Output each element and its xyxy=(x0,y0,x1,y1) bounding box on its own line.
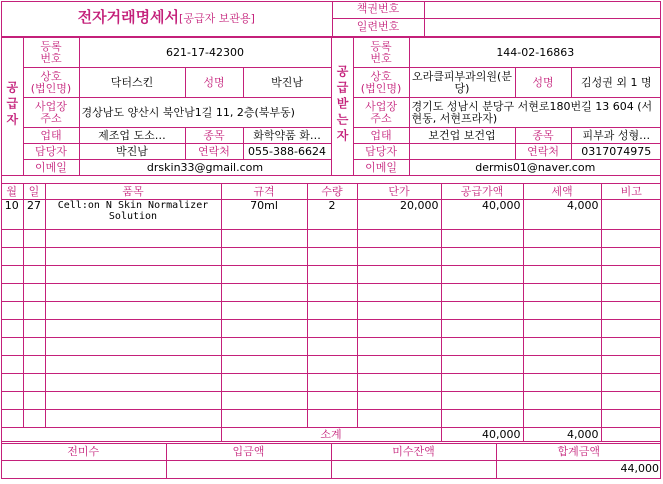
table-cell xyxy=(601,320,661,338)
table-cell xyxy=(357,392,441,410)
party-info xyxy=(1,37,661,176)
table-cell xyxy=(357,338,441,356)
receiver-address: 경기도 성남시 분당구 서현로180번길 13 604 (서현동, 서현프라자) xyxy=(409,98,661,128)
table-cell: 40,000 xyxy=(441,200,523,230)
table-cell xyxy=(523,374,601,392)
supplier-manager-label: 담당자 xyxy=(23,144,79,160)
supplier-reg-no: 621-17-42300 xyxy=(79,38,331,68)
table-cell xyxy=(523,266,601,284)
table-cell xyxy=(441,248,523,266)
table-cell xyxy=(601,338,661,356)
supplier-company-label: 상호 (법인명) xyxy=(23,68,79,98)
table-cell xyxy=(523,320,601,338)
items-header-cell: 세액 xyxy=(523,184,601,200)
supplier-biz-type: 제조업 도소… xyxy=(79,128,185,144)
table-cell xyxy=(523,392,601,410)
table-cell xyxy=(221,392,307,410)
table-cell xyxy=(357,410,441,428)
subtotal-note xyxy=(601,428,661,442)
table-cell: Cell:on N Skin Normalizer Solution xyxy=(45,200,221,230)
supplier-rep-label: 성명 xyxy=(185,68,243,98)
table-cell xyxy=(45,284,221,302)
table-cell xyxy=(601,356,661,374)
supplier-side-label: 공급자 xyxy=(1,38,23,176)
items-header-cell: 품목 xyxy=(45,184,221,200)
receiver-biz-type: 보건업 보건업 xyxy=(409,128,515,144)
prev-unpaid-value xyxy=(1,461,166,478)
page-title: 전자거래명세서[공급자 보관용] xyxy=(1,1,332,36)
items-header-cell: 월 xyxy=(1,184,23,200)
table-cell xyxy=(441,374,523,392)
book-no-label: 책권번호 xyxy=(332,1,424,18)
table-cell xyxy=(221,356,307,374)
table-cell xyxy=(441,284,523,302)
table-cell xyxy=(45,230,221,248)
table-cell xyxy=(307,356,357,374)
table-cell xyxy=(357,230,441,248)
supplier-manager: 박진남 xyxy=(79,144,185,160)
table-cell xyxy=(221,302,307,320)
items-header-cell: 수량 xyxy=(307,184,357,200)
supplier-reg-no-label: 등록 번호 xyxy=(23,38,79,68)
subtotal-supply: 40,000 xyxy=(441,428,523,442)
table-cell xyxy=(357,356,441,374)
table-cell xyxy=(45,302,221,320)
table-cell xyxy=(221,284,307,302)
table-row xyxy=(1,230,661,248)
supplier-biz-type-label: 업태 xyxy=(23,128,79,144)
table-cell xyxy=(23,284,45,302)
table-cell xyxy=(1,356,23,374)
balance-label: 미수잔액 xyxy=(331,444,496,461)
table-cell xyxy=(23,320,45,338)
items-header-cell: 비고 xyxy=(601,184,661,200)
table-cell xyxy=(1,338,23,356)
table-cell xyxy=(221,338,307,356)
subtotal-tax: 4,000 xyxy=(523,428,601,442)
table-cell xyxy=(45,410,221,428)
table-cell xyxy=(221,410,307,428)
table-cell xyxy=(307,338,357,356)
balance-value xyxy=(331,461,496,478)
table-cell xyxy=(307,374,357,392)
table-cell xyxy=(307,230,357,248)
items-header-cell: 일 xyxy=(23,184,45,200)
table-cell xyxy=(23,248,45,266)
table-row xyxy=(1,266,661,284)
table-row xyxy=(1,200,661,230)
table-row xyxy=(1,248,661,266)
table-cell xyxy=(45,320,221,338)
supplier-address: 경상남도 양산시 북안남1길 11, 2층(북부동) xyxy=(79,98,331,128)
table-cell xyxy=(307,284,357,302)
table-cell xyxy=(1,266,23,284)
table-cell xyxy=(441,230,523,248)
items-header-cell: 단가 xyxy=(357,184,441,200)
table-cell xyxy=(1,410,23,428)
table-cell xyxy=(1,374,23,392)
table-cell xyxy=(45,266,221,284)
table-cell xyxy=(441,410,523,428)
subtotal-label: 소계 xyxy=(221,428,441,442)
table-cell xyxy=(45,338,221,356)
table-cell xyxy=(23,230,45,248)
receiver-manager xyxy=(409,144,515,160)
serial-no-label: 일련번호 xyxy=(332,18,424,36)
receiver-company-label: 상호 (법인명) xyxy=(353,68,409,98)
table-cell xyxy=(1,302,23,320)
table-cell xyxy=(307,410,357,428)
table-cell xyxy=(601,230,661,248)
table-cell xyxy=(601,248,661,266)
table-cell xyxy=(221,230,307,248)
receiver-biz-item-label: 종목 xyxy=(515,128,571,144)
receiver-company: 오라클피부과의원(분당) xyxy=(409,68,515,98)
table-cell xyxy=(357,320,441,338)
receiver-side-label: 공급받는자 xyxy=(331,38,353,176)
receiver-reg-no: 144-02-16863 xyxy=(409,38,661,68)
table-cell xyxy=(523,356,601,374)
table-cell xyxy=(601,302,661,320)
table-cell xyxy=(23,302,45,320)
receiver-biz-type-label: 업태 xyxy=(353,128,409,144)
table-cell xyxy=(221,266,307,284)
table-cell xyxy=(1,230,23,248)
table-cell xyxy=(45,374,221,392)
supplier-address-label: 사업장 주소 xyxy=(23,98,79,128)
subtotal-row xyxy=(1,428,661,442)
items-header-cell: 공급가액 xyxy=(441,184,523,200)
prev-unpaid-label: 전미수 xyxy=(1,444,166,461)
table-cell: 2 xyxy=(307,200,357,230)
supplier-email-label: 이메일 xyxy=(23,160,79,176)
receiver-reg-no-label: 등록 번호 xyxy=(353,38,409,68)
supplier-contact-label: 연락처 xyxy=(185,144,243,160)
receiver-contact-label: 연락처 xyxy=(515,144,571,160)
table-cell xyxy=(1,248,23,266)
table-cell xyxy=(441,266,523,284)
table-cell xyxy=(307,392,357,410)
table-cell xyxy=(601,200,661,230)
table-row xyxy=(1,338,661,356)
table-cell xyxy=(357,248,441,266)
table-cell xyxy=(601,266,661,284)
paid-label: 입금액 xyxy=(166,444,331,461)
table-cell xyxy=(357,284,441,302)
table-cell xyxy=(23,266,45,284)
table-cell xyxy=(523,338,601,356)
table-cell: 70ml xyxy=(221,200,307,230)
table-cell xyxy=(45,356,221,374)
table-cell xyxy=(441,392,523,410)
invoice-header xyxy=(1,1,661,37)
table-cell xyxy=(23,410,45,428)
table-cell xyxy=(1,284,23,302)
table-cell: 27 xyxy=(23,200,45,230)
book-no-value xyxy=(424,1,661,18)
table-cell xyxy=(307,302,357,320)
supplier-rep: 박진남 xyxy=(243,68,331,98)
table-row xyxy=(1,410,661,428)
receiver-biz-item: 피부과 성형… xyxy=(571,128,661,144)
table-cell xyxy=(523,410,601,428)
table-cell xyxy=(523,302,601,320)
totals-footer xyxy=(1,443,661,478)
table-row xyxy=(1,374,661,392)
total-value: 44,000 xyxy=(496,461,661,478)
total-label: 합계금액 xyxy=(496,444,661,461)
items-table xyxy=(1,183,661,442)
receiver-email-label: 이메일 xyxy=(353,160,409,176)
receiver-email: dermis01@naver.com xyxy=(409,160,661,176)
table-cell xyxy=(523,230,601,248)
supplier-contact: 055-388-6624 xyxy=(243,144,331,160)
table-cell xyxy=(441,338,523,356)
table-cell xyxy=(45,392,221,410)
table-cell xyxy=(441,320,523,338)
receiver-contact: 0317074975 xyxy=(571,144,661,160)
table-cell xyxy=(307,320,357,338)
paid-value xyxy=(166,461,331,478)
table-cell xyxy=(23,392,45,410)
items-header-cell: 규격 xyxy=(221,184,307,200)
table-cell xyxy=(601,374,661,392)
table-cell: 4,000 xyxy=(523,200,601,230)
table-cell xyxy=(601,284,661,302)
supplier-biz-item: 화학약품 화… xyxy=(243,128,331,144)
table-cell xyxy=(45,248,221,266)
table-cell xyxy=(601,392,661,410)
receiver-rep: 김성권 외 1 명 xyxy=(571,68,661,98)
table-row xyxy=(1,392,661,410)
table-cell xyxy=(23,338,45,356)
table-cell xyxy=(523,248,601,266)
table-cell xyxy=(601,410,661,428)
receiver-manager-label: 담당자 xyxy=(353,144,409,160)
table-row xyxy=(1,284,661,302)
table-row xyxy=(1,302,661,320)
table-cell: 10 xyxy=(1,200,23,230)
table-cell xyxy=(23,374,45,392)
supplier-biz-item-label: 종목 xyxy=(185,128,243,144)
receiver-address-label: 사업장 주소 xyxy=(353,98,409,128)
table-cell xyxy=(523,284,601,302)
table-cell xyxy=(357,302,441,320)
table-cell xyxy=(221,248,307,266)
table-cell xyxy=(357,374,441,392)
table-cell: 20,000 xyxy=(357,200,441,230)
table-cell xyxy=(221,320,307,338)
table-cell xyxy=(441,302,523,320)
table-cell xyxy=(23,356,45,374)
table-cell xyxy=(307,248,357,266)
subtotal-spacer xyxy=(1,428,221,442)
serial-no-value xyxy=(424,18,661,36)
table-row xyxy=(1,320,661,338)
supplier-email: drskin33@gmail.com xyxy=(79,160,331,176)
table-cell xyxy=(307,266,357,284)
table-row xyxy=(1,356,661,374)
table-cell xyxy=(221,374,307,392)
supplier-company: 닥터스킨 xyxy=(79,68,185,98)
table-cell xyxy=(1,392,23,410)
table-cell xyxy=(441,356,523,374)
receiver-rep-label: 성명 xyxy=(515,68,571,98)
items-header-row xyxy=(1,184,661,200)
table-cell xyxy=(357,266,441,284)
table-cell xyxy=(1,320,23,338)
